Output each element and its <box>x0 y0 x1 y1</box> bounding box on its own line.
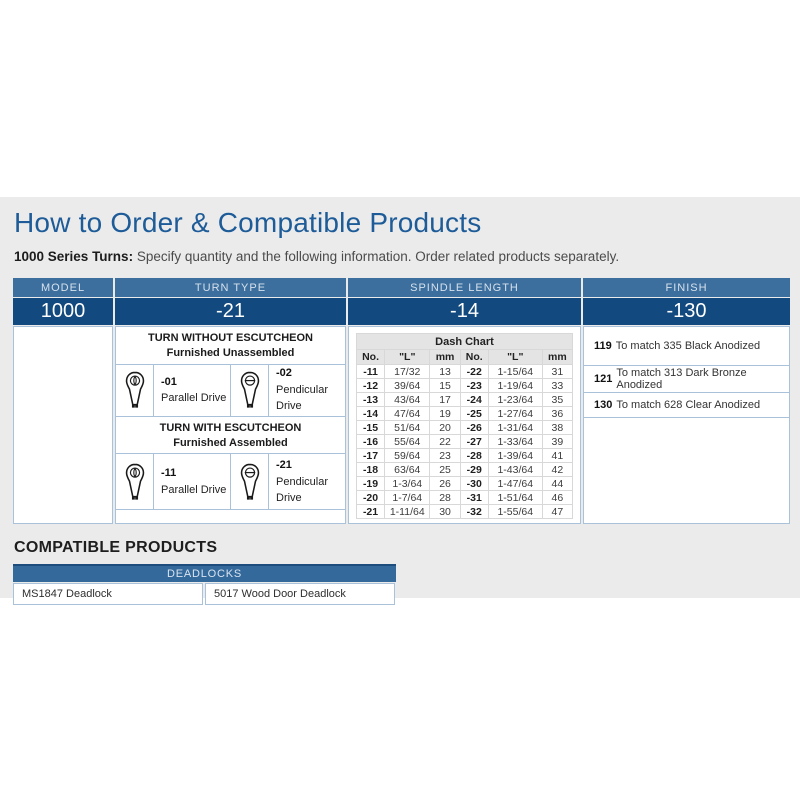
dash-chart-title-row <box>357 334 573 350</box>
dash-value-cell: 17 <box>430 393 460 407</box>
dash-no-cell: -23 <box>460 379 488 393</box>
turn-group-2-options <box>116 454 345 510</box>
dash-value-cell: 51/64 <box>385 421 430 435</box>
compatible-products-heading: COMPATIBLE PRODUCTS <box>14 539 218 556</box>
dash-no-cell: -15 <box>357 421 385 435</box>
order-section <box>0 197 800 598</box>
dash-value-cell: 1-27/64 <box>488 407 542 421</box>
finish-body-cell <box>583 326 790 524</box>
turn-option-label <box>269 454 345 509</box>
turn-type-empty-row <box>116 510 345 523</box>
dash-value-cell: 1-19/64 <box>488 379 542 393</box>
dash-value-cell: 47/64 <box>385 407 430 421</box>
dash-no-cell: -19 <box>357 477 385 491</box>
turn-group-2-subtitle: Furnished Assembled <box>173 436 288 449</box>
column-header-turn-type: TURN TYPE <box>115 278 346 297</box>
turn-option-name: Pendicular Drive <box>276 383 328 413</box>
dash-value-cell: 35 <box>542 393 572 407</box>
finish-code: 121 <box>594 373 613 385</box>
dash-value-cell: 47 <box>542 505 572 519</box>
dash-value-cell: 1-11/64 <box>385 505 430 519</box>
dash-no-cell: -32 <box>460 505 488 519</box>
dash-value-cell: 42 <box>542 463 572 477</box>
dash-chart-column-header: "L" <box>488 350 542 365</box>
dash-value-cell: 25 <box>430 463 460 477</box>
dash-no-cell: -13 <box>357 393 385 407</box>
spindle-length-body-cell <box>348 326 581 524</box>
column-header-model: MODEL <box>13 278 113 297</box>
page-title: How to Order & Compatible Products <box>14 207 482 238</box>
page-subtitle <box>14 249 789 264</box>
dash-no-cell: -22 <box>460 365 488 379</box>
dash-chart-row <box>357 505 573 519</box>
finish-label: To match 335 Black Anodized <box>615 340 761 352</box>
turn-group-1-title <box>116 327 345 365</box>
dash-value-cell: 36 <box>542 407 572 421</box>
dash-chart-row <box>357 379 573 393</box>
finish-option-row <box>584 327 789 366</box>
dash-value-cell: 30 <box>430 505 460 519</box>
dash-value-cell: 33 <box>542 379 572 393</box>
dash-no-cell: -25 <box>460 407 488 421</box>
dash-chart-title: Dash Chart <box>357 334 573 350</box>
turn-type-body-cell <box>115 326 346 524</box>
deadlock-item-cell: MS1847 Deadlock <box>13 583 203 605</box>
turn-group-1-title-line: TURN WITHOUT ESCUTCHEON <box>148 332 313 344</box>
dash-value-cell: 15 <box>430 379 460 393</box>
turn-parallel-drive-icon <box>116 365 154 416</box>
dash-no-cell: -26 <box>460 421 488 435</box>
dash-value-cell: 26 <box>430 477 460 491</box>
dash-value-cell: 1-33/64 <box>488 435 542 449</box>
dash-no-cell: -16 <box>357 435 385 449</box>
order-table-header-row <box>13 278 790 297</box>
turn-option-label <box>154 454 231 509</box>
dash-value-cell: 1-31/64 <box>488 421 542 435</box>
dash-value-cell: 1-47/64 <box>488 477 542 491</box>
turn-pendicular-drive-icon <box>231 454 269 509</box>
dash-no-cell: -29 <box>460 463 488 477</box>
dash-value-cell: 44 <box>542 477 572 491</box>
dash-value-cell: 28 <box>430 491 460 505</box>
dash-chart-body <box>357 365 573 519</box>
dash-value-cell: 1-43/64 <box>488 463 542 477</box>
dash-value-cell: 38 <box>542 421 572 435</box>
finish-option-row <box>584 393 789 418</box>
subtitle-lead: 1000 Series Turns: <box>14 249 134 264</box>
turn-parallel-drive-icon <box>122 461 148 503</box>
dash-value-cell: 1-3/64 <box>385 477 430 491</box>
dash-value-cell: 43/64 <box>385 393 430 407</box>
dash-value-cell: 23 <box>430 449 460 463</box>
dash-chart-row <box>357 365 573 379</box>
dash-chart-row <box>357 463 573 477</box>
value-turn-type: -21 <box>115 298 346 325</box>
dash-value-cell: 31 <box>542 365 572 379</box>
deadlock-item-cell: 5017 Wood Door Deadlock <box>205 583 395 605</box>
turn-group-1-options <box>116 365 345 417</box>
dash-value-cell: 39/64 <box>385 379 430 393</box>
dash-no-cell: -28 <box>460 449 488 463</box>
dash-chart-row <box>357 477 573 491</box>
turn-group-2-title <box>116 417 345 455</box>
dash-value-cell: 1-51/64 <box>488 491 542 505</box>
dash-value-cell: 1-15/64 <box>488 365 542 379</box>
dash-value-cell: 1-7/64 <box>385 491 430 505</box>
model-body-cell <box>13 326 113 524</box>
turn-option-name: Parallel Drive <box>161 392 227 405</box>
dash-chart-column-header: "L" <box>385 350 430 365</box>
dash-chart-column-header: mm <box>542 350 572 365</box>
dash-no-cell: -30 <box>460 477 488 491</box>
dash-no-cell: -20 <box>357 491 385 505</box>
dash-value-cell: 59/64 <box>385 449 430 463</box>
dash-no-cell: -27 <box>460 435 488 449</box>
turn-option-code: -21 <box>276 459 292 472</box>
dash-chart-row <box>357 491 573 505</box>
turn-pendicular-drive-icon <box>237 369 263 411</box>
finish-option-row <box>584 366 789 393</box>
dash-value-cell: 1-55/64 <box>488 505 542 519</box>
turn-group-1-subtitle: Furnished Unassembled <box>166 346 295 359</box>
dash-value-cell: 1-39/64 <box>488 449 542 463</box>
turn-option-code: -01 <box>161 375 177 388</box>
dash-no-cell: -21 <box>357 505 385 519</box>
value-model: 1000 <box>13 298 113 325</box>
turn-group-2-title-line: TURN WITH ESCUTCHEON <box>159 421 302 434</box>
dash-value-cell: 63/64 <box>385 463 430 477</box>
dash-no-cell: -24 <box>460 393 488 407</box>
dash-no-cell: -18 <box>357 463 385 477</box>
dash-value-cell: 22 <box>430 435 460 449</box>
dash-chart-row <box>357 393 573 407</box>
turn-option-code: -11 <box>161 467 177 480</box>
turn-option-label <box>154 365 231 416</box>
turn-pendicular-drive-icon <box>237 461 263 503</box>
dash-chart-column-header: No. <box>357 350 385 365</box>
dash-no-cell: -11 <box>357 365 385 379</box>
finish-label: To match 628 Clear Anodized <box>616 399 761 411</box>
dash-no-cell: -14 <box>357 407 385 421</box>
dash-chart-header-row <box>357 350 573 365</box>
dash-value-cell: 1-23/64 <box>488 393 542 407</box>
turn-option-code: -02 <box>276 367 292 380</box>
dash-chart-row <box>357 435 573 449</box>
deadlocks-row <box>13 583 396 605</box>
turn-parallel-drive-icon <box>116 454 154 509</box>
turn-option-name: Parallel Drive <box>161 483 227 496</box>
dash-no-cell: -12 <box>357 379 385 393</box>
dash-value-cell: 41 <box>542 449 572 463</box>
dash-chart-table <box>356 333 573 519</box>
dash-no-cell: -17 <box>357 449 385 463</box>
subtitle-text: Specify quantity and the following information. Order related products separately. <box>133 249 620 264</box>
turn-option-name: Pendicular Drive <box>276 475 328 505</box>
order-table-body <box>13 326 790 524</box>
dash-value-cell: 20 <box>430 421 460 435</box>
value-spindle-length: -14 <box>348 298 581 325</box>
column-header-finish: FINISH <box>583 278 790 297</box>
order-table-value-row <box>13 298 790 325</box>
dash-chart-row <box>357 421 573 435</box>
turn-parallel-drive-icon <box>122 369 148 411</box>
dash-no-cell: -31 <box>460 491 488 505</box>
dash-value-cell: 39 <box>542 435 572 449</box>
order-table <box>13 278 790 524</box>
turn-option-label <box>269 365 345 416</box>
finish-label: To match 313 Dark Bronze Anodized <box>616 367 747 391</box>
finish-code: 119 <box>594 340 612 352</box>
dash-chart-column-header: mm <box>430 350 460 365</box>
dash-value-cell: 19 <box>430 407 460 421</box>
value-finish: -130 <box>583 298 790 325</box>
turn-pendicular-drive-icon <box>231 365 269 416</box>
dash-chart-row <box>357 407 573 421</box>
dash-value-cell: 17/32 <box>385 365 430 379</box>
dash-value-cell: 46 <box>542 491 572 505</box>
deadlocks-table-header: DEADLOCKS <box>13 564 396 582</box>
deadlocks-table <box>13 564 396 605</box>
column-header-spindle-length: SPINDLE LENGTH <box>348 278 581 297</box>
dash-chart-row <box>357 449 573 463</box>
finish-code: 130 <box>594 399 613 411</box>
dash-chart-column-header: No. <box>460 350 488 365</box>
dash-value-cell: 13 <box>430 365 460 379</box>
dash-value-cell: 55/64 <box>385 435 430 449</box>
